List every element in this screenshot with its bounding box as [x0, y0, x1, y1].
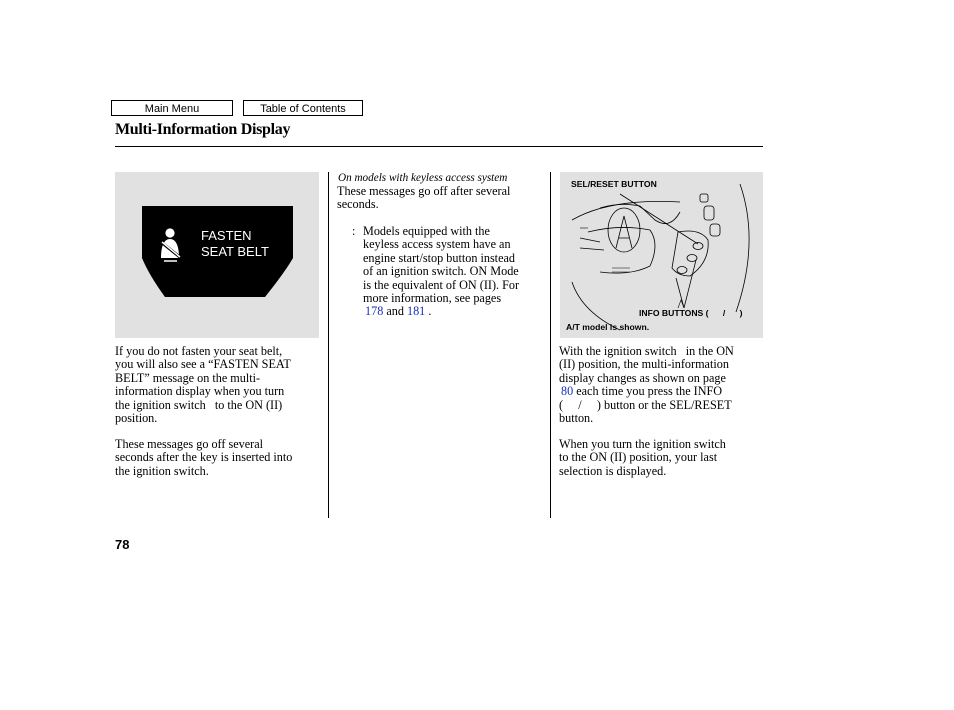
and-text: and [386, 304, 404, 319]
title-divider [115, 146, 763, 147]
table-of-contents-button[interactable]: Table of Contents [243, 100, 363, 116]
col1-paragraph-1: If you do not fasten your seat belt, you will also see a “FASTEN SEAT BELT” message on the multi- information display when you turn the ignition switch to the ON (II) position. [115, 344, 291, 426]
note-marker: : [352, 224, 356, 238]
display-message-line2: SEAT BELT [201, 244, 269, 259]
page-title: Multi-Information Display [115, 121, 291, 138]
model-note-label: A/T model is shown. [566, 322, 650, 332]
acura-emblem-icon [608, 208, 640, 252]
info-press-text: each time you press the INFO [576, 384, 723, 399]
col3-paragraph-2: When you turn the ignition switch to the ON (II) position, your last selection is displayed. [559, 437, 726, 478]
steering-wheel-illustration [560, 172, 763, 338]
display-message-line1: FASTEN [201, 228, 252, 243]
page-link-80[interactable]: 80 [561, 384, 574, 399]
sel-reset-label: SEL/RESET BUTTON [571, 179, 657, 189]
info-buttons-label: INFO BUTTONS ( / ) [639, 308, 743, 318]
main-menu-button[interactable]: Main Menu [111, 100, 233, 116]
keyless-note: Models equipped with the keyless access system have an engine start/stop button instead of an ignition switch. ON Mode is the equivalent of ON (II). For more information, see pages 178 and 181 . [363, 224, 520, 319]
col1-paragraph-2: These messages go off several seconds after the key is inserted into the ignition switch. [115, 437, 293, 478]
column-divider-right [550, 172, 551, 518]
col3-paragraph-1: With the ignition switch in the ON (II) position, the multi-information display changes as shown on page 80 each time you press the INFO ( / ) button or the SEL/RESET button. [559, 344, 734, 426]
page-link-181[interactable]: 181 [406, 304, 426, 319]
page-link-178[interactable]: 178 [365, 304, 384, 319]
period-text: . [428, 304, 432, 319]
keyless-subheading: On models with keyless access system [338, 172, 508, 184]
col2-paragraph-1: These messages go off after several seconds. [337, 184, 511, 212]
page-number: 78 [115, 537, 130, 552]
column-divider-left [328, 172, 329, 518]
display-illustration [115, 172, 319, 338]
